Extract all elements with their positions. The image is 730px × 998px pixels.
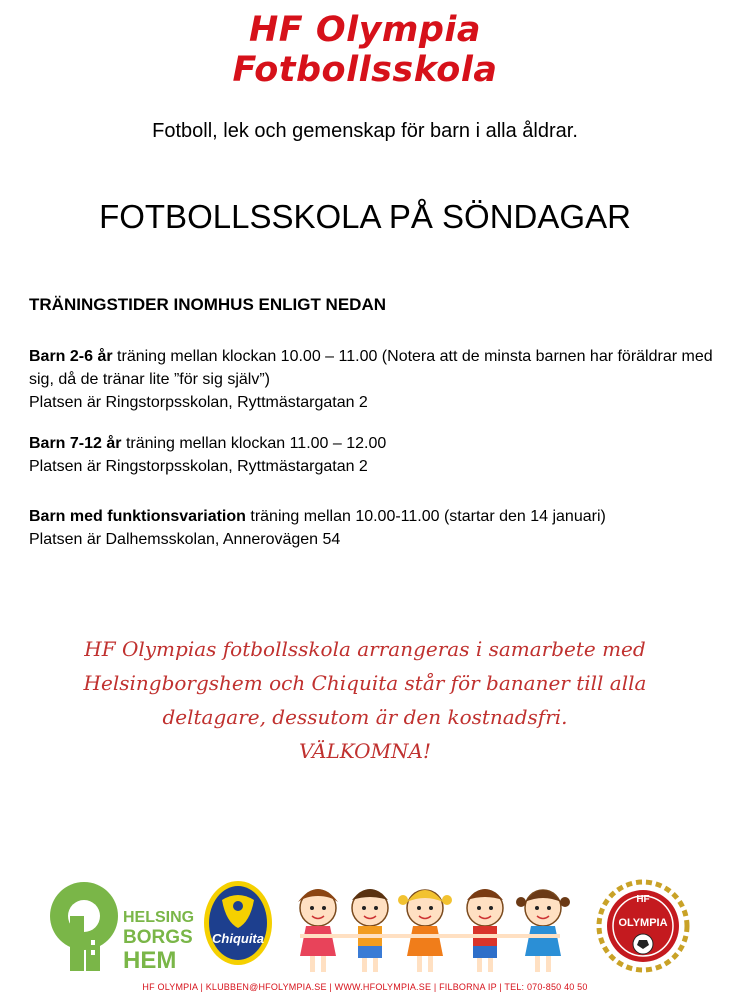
message-line-4: VÄLKOMNA! bbox=[298, 739, 432, 763]
chiquita-logo bbox=[204, 881, 272, 965]
children-illustration-icon bbox=[298, 889, 570, 972]
helsingborgshem-text-2: BORGS bbox=[123, 927, 193, 948]
message-line-1: HF Olympias fotbollsskola arrangeras i samarbete med bbox=[84, 637, 646, 661]
helsingborgshem-logo bbox=[50, 882, 194, 974]
group-block-1 bbox=[29, 345, 719, 414]
group-location: Platsen är Dalhemsskolan, Annerovägen 54 bbox=[29, 531, 341, 548]
group-location: Platsen är Ringstorpsskolan, Ryttmästargatan 2 bbox=[29, 458, 368, 475]
helsingborgshem-text-1: HELSING bbox=[123, 909, 195, 926]
sponsor-message bbox=[40, 632, 690, 768]
group-label: Barn 7-12 år bbox=[29, 435, 122, 452]
hf-olympia-badge bbox=[599, 882, 687, 970]
group-text: träning mellan klockan 11.00 – 12.00 bbox=[121, 435, 387, 452]
group-description bbox=[29, 345, 719, 391]
sponsor-logos bbox=[0, 878, 730, 978]
message-line-2: Helsingborgshem och Chiquita står för bananer till alla bbox=[83, 671, 647, 695]
tagline: Fotboll, lek och gemenskap för barn i alla åldrar. bbox=[152, 120, 578, 142]
footer-contact: HF OLYMPIA | KLUBBEN@HFOLYMPIA.SE | WWW.HFOLYMPIA.SE | FILBORNA IP | TEL: 070-850 40 50 bbox=[142, 982, 588, 992]
section-title: TRÄNINGSTIDER INOMHUS ENLIGT NEDAN bbox=[29, 295, 386, 314]
group-label: Barn med funktionsvariation bbox=[29, 508, 246, 525]
message-line-3: deltagare, dessutom är den kostnadsfri. bbox=[162, 705, 568, 729]
group-block-2 bbox=[29, 432, 719, 478]
title-line-2: Fotbollsskola bbox=[232, 50, 498, 90]
group-description bbox=[29, 432, 719, 455]
group-text: träning mellan 10.00-11.00 (startar den 14 januari) bbox=[245, 508, 606, 525]
group-label: Barn 2-6 år bbox=[29, 348, 113, 365]
group-block-3 bbox=[29, 505, 719, 551]
helsingborgshem-text-3: HEM bbox=[123, 947, 177, 974]
badge-name-text: OLYMPIA bbox=[618, 917, 668, 929]
group-text: träning mellan klockan 10.00 – 11.00 (Notera att de minsta barnen har föräldrar med sig, då de tränar lite ”för sig själv”) bbox=[29, 348, 713, 388]
page-heading: FOTBOLLSSKOLA PÅ SÖNDAGAR bbox=[99, 198, 631, 235]
group-description bbox=[29, 505, 719, 528]
group-location: Platsen är Ringstorpsskolan, Ryttmästargatan 2 bbox=[29, 394, 368, 411]
chiquita-text: Chiquita bbox=[212, 931, 264, 946]
title-line-1: HF Olympia bbox=[248, 10, 482, 50]
badge-hf-text: HF bbox=[636, 894, 650, 905]
